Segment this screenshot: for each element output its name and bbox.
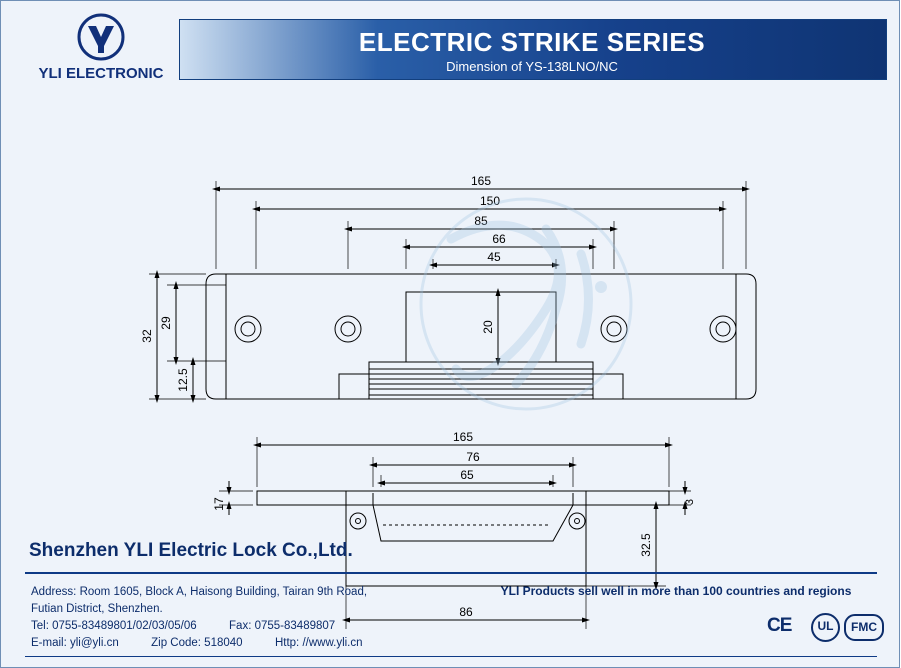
- dim-top-165: 165: [470, 174, 492, 188]
- dim-top-20: 20: [481, 320, 495, 334]
- website-link[interactable]: Http: //www.yli.cn: [274, 637, 363, 649]
- certification-marks: [767, 611, 882, 645]
- footer-divider-top: [25, 572, 877, 574]
- dim-top-12-5: 12.5: [176, 368, 190, 392]
- ce-mark-icon: CE: [767, 615, 792, 636]
- footer-slogan: YLI Products sell well in more than 100 countries and regions: [500, 584, 852, 598]
- telephone: Tel: 0755-83489801/02/03/05/06: [31, 620, 197, 632]
- dim-top-29: 29: [159, 316, 173, 330]
- fax: Fax: 0755-83489807: [229, 620, 336, 632]
- fmc-mark-icon: FMC: [844, 614, 884, 641]
- dim-top-85: 85: [474, 214, 488, 228]
- logo-text: YLI ELECTRONIC: [38, 65, 164, 82]
- company-logo: [23, 11, 179, 91]
- dim-top-32: 32: [140, 329, 154, 343]
- footer-divider-bottom: [25, 656, 877, 657]
- dim-side-76: 76: [466, 450, 480, 464]
- address-line-1: Address: Room 1605, Block A, Haisong Building, Tairan 9th Road,: [31, 586, 368, 598]
- dim-side-3: 3: [684, 498, 696, 506]
- ul-mark-icon: UL: [811, 613, 840, 642]
- dim-side-17: 17: [212, 497, 226, 511]
- dim-top-150: 150: [479, 194, 501, 208]
- dim-side-165: 165: [452, 430, 474, 444]
- dim-top-45: 45: [487, 250, 501, 264]
- email[interactable]: E-mail: yli@yli.cn: [31, 637, 119, 649]
- dim-side-86: 86: [459, 605, 473, 619]
- footer-company-name: Shenzhen YLI Electric Lock Co.,Ltd.: [29, 540, 353, 561]
- footer-contact-block: [31, 584, 367, 652]
- dim-top-66: 66: [492, 232, 506, 246]
- page-header: [1, 1, 901, 94]
- address-line-2: Futian District, Shenzhen.: [31, 603, 163, 615]
- zip-code: Zip Code: 518040: [151, 637, 243, 649]
- dim-side-65: 65: [460, 468, 474, 482]
- page-title: ELECTRIC STRIKE SERIES: [358, 27, 706, 57]
- dim-side-32-5: 32.5: [639, 533, 653, 557]
- page-subtitle: Dimension of YS-138LNO/NC: [446, 59, 618, 74]
- yli-v-logo-icon: [77, 13, 125, 61]
